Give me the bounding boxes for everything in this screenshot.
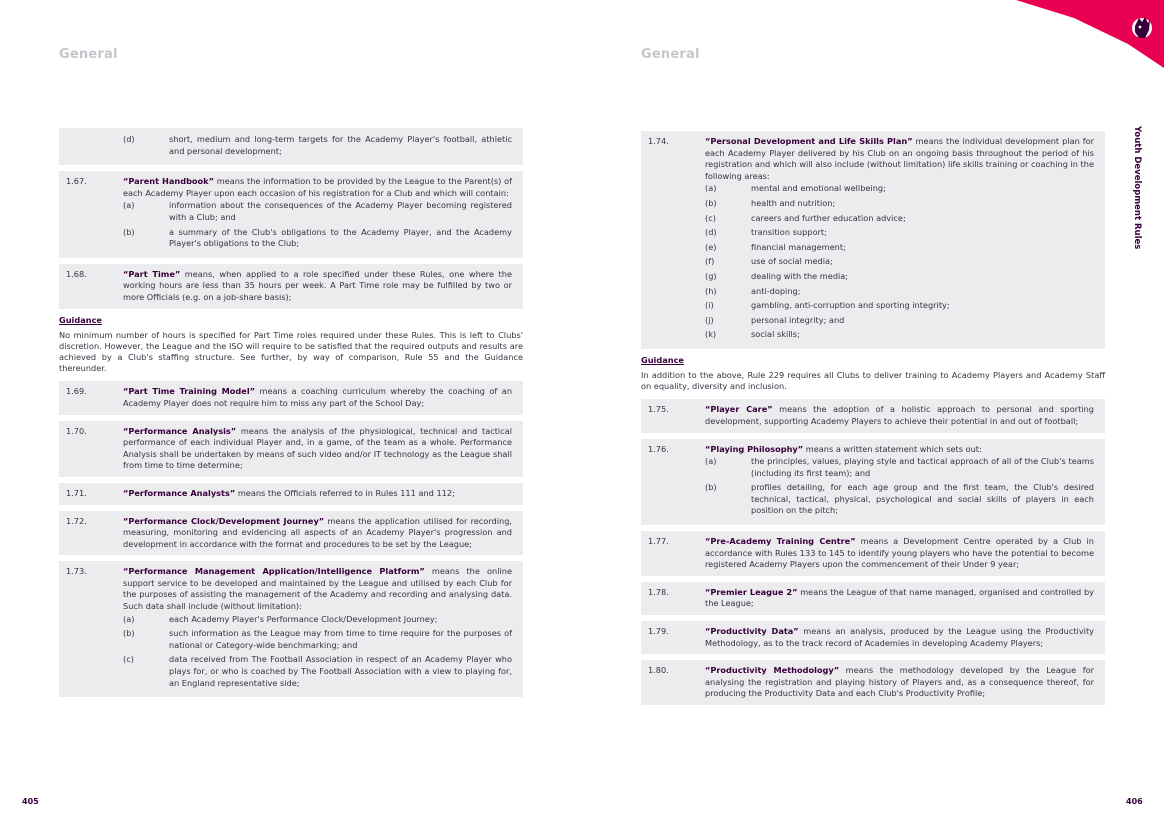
definition-body — [123, 426, 512, 472]
sub-item-list — [123, 134, 512, 157]
sub-item-label: (i) — [705, 300, 714, 311]
definition-body — [705, 587, 1094, 610]
definition-number: 1.67. — [66, 176, 87, 187]
guidance-heading: Guidance — [641, 354, 684, 365]
definition-number: 1.75. — [648, 404, 669, 415]
sub-item — [705, 482, 1094, 517]
defined-term: “Productivity Methodology” — [705, 665, 840, 676]
sub-item-label: (b) — [705, 197, 717, 208]
sub-item-label: (c) — [123, 654, 134, 665]
sub-item-text: short, medium and long-term targets for the Academy Player's football, athletic and personal development; — [169, 134, 512, 156]
sub-item-text: anti-doping; — [751, 285, 801, 296]
definition-row — [66, 386, 512, 409]
section-title: General — [59, 47, 118, 62]
sub-item-text: a summary of the Club's obligations to the Academy Player, and the Academy Player's obligations to the Club; — [169, 226, 512, 249]
definition-description: means a written statement which sets out: — [803, 443, 982, 454]
definition-entry — [59, 264, 523, 309]
definition-row — [648, 587, 1094, 610]
sub-item-label: (a) — [123, 200, 135, 211]
sub-item — [123, 628, 512, 651]
definitions-column-left — [59, 128, 523, 703]
sub-item — [705, 286, 1094, 298]
definition-entry — [59, 381, 523, 414]
definition-number: 1.74. — [648, 136, 669, 146]
sub-item — [705, 256, 1094, 268]
definition-body — [123, 488, 512, 500]
right-page — [582, 0, 1164, 826]
defined-term: “Performance Analysts” — [123, 487, 236, 498]
sub-item-label: (b) — [705, 482, 717, 493]
corner-brand-graphic — [1016, 0, 1164, 68]
definition-text — [705, 665, 1094, 700]
sub-item — [705, 300, 1094, 312]
defined-term: “Player Care” — [705, 404, 773, 415]
sub-item-label: (e) — [705, 241, 717, 252]
defined-term: “Parent Handbook” — [123, 176, 215, 187]
sub-item-text: the principles, values, playing style and tactical approach of all of the Club's teams (including its first team); and — [751, 456, 1094, 478]
definition-body — [705, 536, 1094, 571]
sub-item-text: social skills; — [751, 329, 800, 340]
definition-number: 1.78. — [648, 586, 669, 597]
defined-term: “Performance Analysis” — [123, 425, 237, 436]
sub-item-label: (c) — [705, 212, 716, 223]
defined-term: “Part Time” — [123, 268, 181, 279]
definition-entry — [641, 131, 1105, 349]
definition-text — [123, 386, 512, 409]
definition-row — [648, 536, 1094, 571]
guidance-heading: Guidance — [59, 314, 102, 325]
definition-description: means, when applied to a role specified under these Rules, one where the working hours are less than 35 hours per week. A Part Time role may be fulfilled by two or more Officials (e.g. on a job-share basis); — [123, 268, 512, 302]
definition-text — [705, 136, 1094, 182]
sub-item — [123, 227, 512, 250]
side-tab-label: Youth Development Rules — [1132, 126, 1142, 250]
sub-item — [705, 271, 1094, 283]
definition-text — [705, 404, 1094, 427]
definition-description: means the online support service to be developed and maintained by the League and utilised by each Club for the purposes of assisting the management of the Academy and recording and analysing data. Such data shall include (without limitation): — [123, 566, 512, 612]
definition-row — [66, 269, 512, 304]
definition-text — [705, 626, 1094, 649]
definition-description: means the League of that name managed, organised and controlled by the League; — [705, 586, 1094, 609]
definition-entry — [641, 621, 1105, 654]
definition-body — [123, 269, 512, 304]
sub-item-label: (f) — [705, 256, 715, 267]
definition-body — [123, 176, 512, 253]
sub-item-label: (b) — [123, 628, 135, 639]
definition-row — [66, 176, 512, 253]
defined-term: “Part Time Training Model” — [123, 386, 256, 397]
guidance-text: No minimum number of hours is specified for Part Time roles required under these Rules. This is left to Clubs' discretion. However, the League and the ISO will require to be satisfied that the required outputs and results are achieved by a Club's staffing structure. See further, by way of comparison, Rule 55 and the Guidance thereunder. — [59, 329, 523, 374]
definition-description: means the individual development plan for each Academy Player delivered by his Club on an ongoing basis throughout the period of his registration and which will also include (without limitation) life skills training or coaching in the following areas: — [705, 136, 1094, 181]
definition-row — [648, 136, 1094, 344]
entries-group-2 — [641, 399, 1105, 705]
sub-item-label: (d) — [123, 134, 135, 144]
definition-description: means the application utilised for recording, measuring, monitoring and evidencing all aspects of an Academy Player's progression and development in accordance with the format and procedures to be set by the League; — [123, 515, 512, 549]
sub-item-text: transition support; — [751, 227, 827, 238]
defined-term: “Productivity Data” — [705, 626, 799, 637]
definition-description: means a Development Centre operated by a Club in accordance with Rules 133 to 145 to identify young players who have the potential to become registered Academy Players upon the commencement of their Under 9 year; — [705, 536, 1094, 570]
sub-item — [123, 134, 512, 157]
defined-term: “Personal Development and Life Skills Plan” — [705, 136, 913, 146]
definition-text — [123, 566, 512, 612]
definition-row — [66, 488, 512, 500]
definition-description: means the adoption of a holistic approach to personal and sporting development, supporting Academy Players to achieve their potential in and out of football; — [705, 404, 1094, 426]
definition-number: 1.80. — [648, 665, 669, 676]
sub-item — [705, 198, 1094, 210]
sub-item-label: (g) — [705, 270, 717, 281]
definition-number: 1.77. — [648, 536, 669, 547]
definition-body — [705, 136, 1094, 344]
sub-item-label: (a) — [705, 456, 717, 467]
definition-text — [123, 488, 512, 500]
sub-item-text: personal integrity; and — [751, 314, 845, 325]
sub-item-label: (d) — [705, 227, 717, 238]
sub-item-label: (h) — [705, 285, 717, 296]
definition-body — [705, 626, 1094, 649]
definitions-column-right — [641, 131, 1105, 711]
definition-body — [123, 386, 512, 409]
definition-text — [123, 269, 512, 304]
defined-term: “Playing Philosophy” — [705, 443, 804, 454]
definition-number: 1.79. — [648, 626, 669, 637]
sub-item-text: health and nutrition; — [751, 197, 836, 208]
definition-entry — [641, 660, 1105, 705]
sub-item-label: (a) — [705, 183, 717, 194]
definition-entry — [59, 421, 523, 477]
definition-description: means the information to be provided by the League to the Parent(s) of each Academy Player upon each occasion of his registration for a Club and which will contain: — [123, 176, 512, 198]
definition-entry — [59, 511, 523, 556]
definition-entry — [641, 582, 1105, 615]
sub-item — [705, 456, 1094, 479]
sub-item-text: gambling, anti-corruption and sporting integrity; — [751, 300, 950, 311]
sub-item-text: such information as the League may from time to time require for the purposes of national or Category-wide benchmarking; and — [169, 628, 512, 650]
definition-text — [123, 176, 512, 199]
definition-row — [66, 426, 512, 472]
entries-group-2 — [59, 381, 523, 697]
definition-description: means a coaching curriculum whereby the coaching of an Academy Player does not require him to miss any part of the School Day; — [123, 386, 513, 408]
page-number: 405 — [22, 797, 39, 806]
sub-item — [705, 227, 1094, 239]
definition-body — [705, 665, 1094, 700]
sub-item — [123, 200, 512, 223]
definition-number: 1.71. — [66, 487, 87, 498]
guidance-text: In addition to the above, Rule 229 requires all Clubs to deliver training to Academy Players and Academy Staff on equality, diversity and inclusion. — [641, 369, 1105, 392]
sub-item-text: careers and further education advice; — [751, 212, 906, 223]
sub-item-text: financial management; — [751, 241, 846, 252]
definition-text — [705, 444, 1094, 456]
sub-item-label: (j) — [705, 314, 714, 325]
definition-text — [123, 516, 512, 551]
definition-row — [66, 516, 512, 551]
definition-number: 1.68. — [66, 268, 87, 279]
sub-item-list — [705, 183, 1094, 341]
defined-term: “Pre-Academy Training Centre” — [705, 536, 856, 547]
sub-item — [705, 213, 1094, 225]
sub-item — [705, 183, 1094, 195]
definition-text — [705, 587, 1094, 610]
entries-group-1 — [641, 131, 1105, 349]
definition-entry — [59, 483, 523, 505]
definition-description: means an analysis, produced by the League using the Productivity Methodology, as to the track record of Academies in developing Academy Players; — [705, 626, 1094, 648]
definition-text — [705, 536, 1094, 571]
sub-item-label: (b) — [123, 226, 135, 237]
definition-entry — [641, 439, 1105, 526]
definition-entry — [59, 171, 523, 258]
sub-item-label: (k) — [705, 329, 717, 340]
definition-row — [648, 404, 1094, 427]
definition-number — [66, 133, 123, 160]
defined-term: “Performance Management Application/Intelligence Platform” — [123, 566, 425, 577]
page-number: 406 — [1126, 797, 1143, 806]
defined-term: “Premier League 2” — [705, 586, 798, 597]
definition-row — [648, 626, 1094, 649]
definition-number: 1.69. — [66, 386, 87, 397]
sub-item — [705, 315, 1094, 327]
definition-number: 1.76. — [648, 443, 669, 454]
sub-item-list — [705, 456, 1094, 517]
definition-number: 1.70. — [66, 425, 87, 436]
definition-description: means the Officials referred to in Rules 111 and 112; — [235, 487, 455, 498]
sub-item — [705, 329, 1094, 341]
sub-item-text: each Academy Player's Performance Clock/Development Journey; — [169, 613, 438, 624]
sub-item-list — [123, 614, 512, 690]
definition-body — [705, 404, 1094, 427]
sub-item-text: use of social media; — [751, 256, 833, 267]
sub-item — [123, 654, 512, 689]
definition-description: means the analysis of the physiological, technical and tactical performance of each individual Player and, in a game, of the team as a whole. Performance Analysis shall be undertaken by means of such video and/or IT technology as the League shall from time to time determine; — [123, 425, 512, 471]
sub-item-text: mental and emotional wellbeing; — [751, 183, 886, 194]
definition-body — [123, 133, 512, 160]
entries-group-1 — [59, 128, 523, 309]
definition-number: 1.73. — [66, 566, 87, 577]
sub-item-label: (a) — [123, 613, 135, 624]
definition-body — [123, 516, 512, 551]
definition-text — [123, 426, 512, 472]
definition-entry — [59, 561, 523, 697]
sub-item — [705, 242, 1094, 254]
definition-row — [66, 133, 512, 160]
definition-row — [648, 665, 1094, 700]
section-title: General — [641, 47, 700, 62]
definition-description: means the methodology developed by the League for analysing the registration and playing history of Players and, as a consequence thereof, for producing the Productivity Data and each Club's Productivity Profile; — [705, 665, 1094, 699]
definition-entry — [641, 531, 1105, 576]
sub-item-text: dealing with the media; — [751, 270, 849, 281]
definition-row — [648, 444, 1094, 521]
definition-entry — [59, 128, 523, 165]
sub-item-text: data received from The Football Association in respect of an Academy Player who plays for, or who is coached by The Football Association with a view to playing for, an England representative side; — [169, 654, 512, 688]
definition-body — [705, 444, 1094, 521]
sub-item-text: profiles detailing, for each age group and the first team, the Club's desired technical, tactical, physical, psychological and social skills of players in each position on the pitch; — [751, 482, 1094, 516]
definition-body — [123, 566, 512, 692]
definition-entry — [641, 399, 1105, 432]
sub-item — [123, 614, 512, 626]
sub-item-list — [123, 200, 512, 249]
sub-item-text: information about the consequences of the Academy Player becoming registered with a Club; and — [169, 200, 512, 222]
definition-row — [66, 566, 512, 692]
definition-number: 1.72. — [66, 515, 87, 526]
defined-term: “Performance Clock/Development Journey” — [123, 515, 325, 526]
